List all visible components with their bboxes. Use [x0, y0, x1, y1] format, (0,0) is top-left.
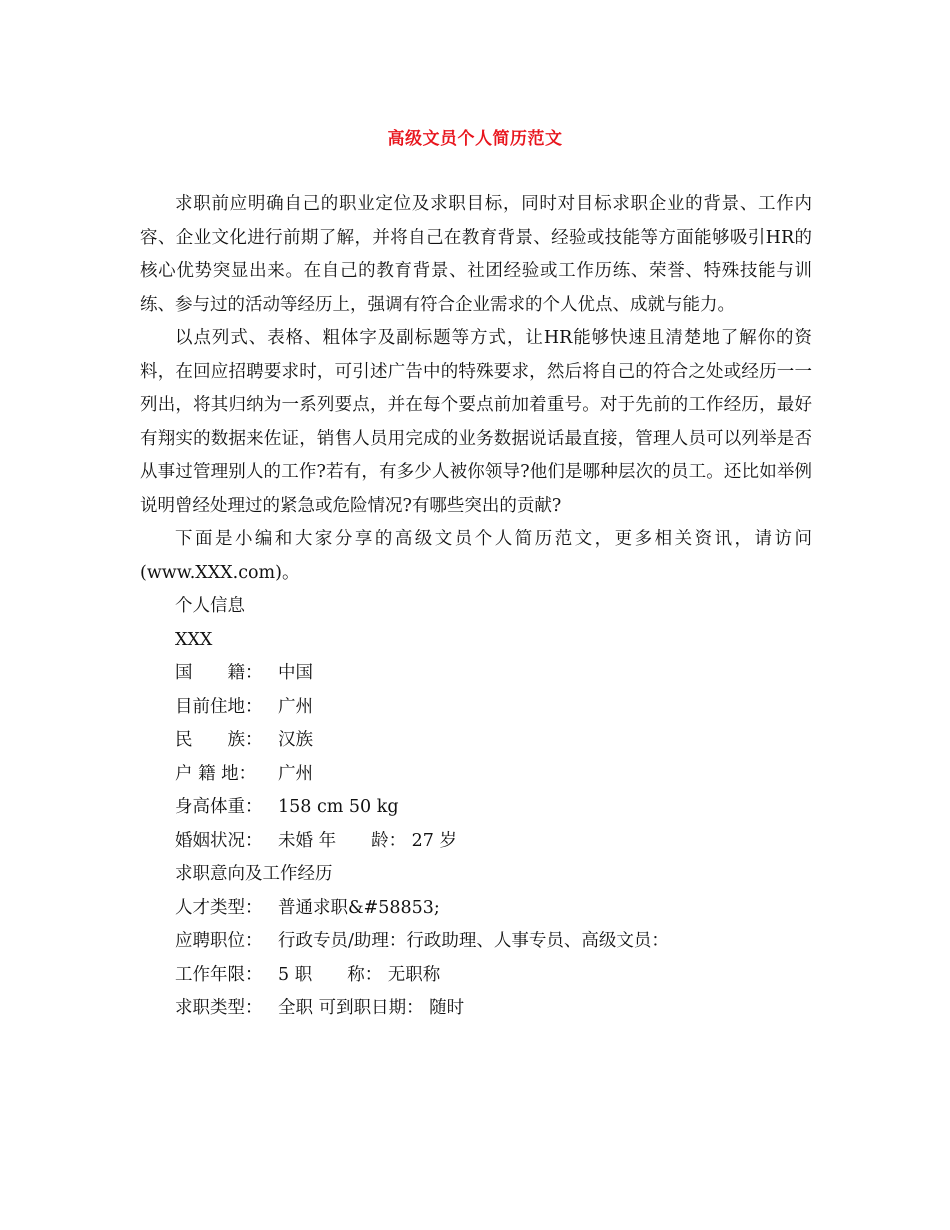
field-label: 民 族：: [175, 730, 263, 750]
intro-paragraph-1: 求职前应明确自己的职业定位及求职目标，同时对目标求职企业的背景、工作内容、企业文化进行前期了解，并将自己在教育背景、经验或技能等方面能够吸引HR的核心优势突显出来。在自己的教育背景、社团经验或工作历练、荣誉、特殊技能与训练、参与过的活动等经历上，强调有符合企业需求的个人优点、成就与能力。: [140, 194, 812, 315]
field-label: 求职类型：: [175, 998, 263, 1018]
field-value: 广州: [278, 763, 313, 784]
field-hukou: [140, 758, 812, 792]
field-value: 27 岁: [411, 830, 457, 851]
field-label: 目前住地：: [175, 696, 263, 717]
field-value: 汉族: [278, 730, 313, 750]
document-body: [140, 188, 812, 1026]
field-label: 工作年限：: [175, 964, 263, 985]
field-value: 全职: [278, 998, 313, 1018]
intro-paragraph-2: 以点列式、表格、粗体字及副标题等方式，让HR能够快速且清楚地了解你的资料，在回应招聘要求时，可引述广告中的特殊要求，然后将自己的符合之处或经历一一列出，将其归纳为一系列要点，并在每个要点前加着重号。对于先前的工作经历，最好有翔实的数据来佐证，销售人员用完成的业务数据说话最直接，管理人员可以列举是否从事过管理别人的工作?若有，有多少人被你领导?他们是哪种层次的员工。还比如举例说明曾经处理过的紧急或危险情况?有哪些突出的贡献?: [140, 328, 812, 516]
field-value: 行政专员/助理：行政助理、人事专员、高级文员：: [278, 931, 669, 951]
intro-paragraph-3: 下面是小编和大家分享的高级文员个人简历范文，更多相关资讯，请访问(www.XXX.com)。: [140, 529, 812, 583]
field-value: 无职称: [387, 964, 441, 985]
field-label: 年 龄：: [318, 830, 407, 851]
field-label: 身高体重：: [175, 797, 263, 817]
field-label: 人才类型：: [175, 897, 263, 918]
field-value: 未婚: [278, 830, 313, 851]
section-heading-job: 求职意向及工作经历: [175, 864, 333, 884]
field-label: 职 称：: [294, 964, 383, 985]
field-value: 中国: [278, 663, 313, 683]
applicant-name: XXX: [175, 629, 213, 650]
field-job-type: [140, 992, 812, 1026]
field-value: 158 cm 50 kg: [278, 797, 399, 817]
field-nationality: [140, 657, 812, 691]
field-talent-type: [140, 892, 812, 926]
field-label: 婚姻状况：: [175, 830, 263, 851]
field-years-title: [140, 959, 812, 993]
field-marital-age: [140, 825, 812, 859]
field-height-weight: [140, 791, 812, 825]
field-label: 户 籍 地：: [175, 763, 257, 784]
field-value: 随时: [429, 998, 465, 1018]
field-residence: [140, 691, 812, 725]
document-title: 高级文员个人简历范文: [387, 129, 563, 149]
field-ethnicity: [140, 724, 812, 758]
field-value: 广州: [278, 696, 313, 717]
field-label: 应聘职位：: [175, 931, 263, 951]
field-position: [140, 925, 812, 959]
field-label: 可到职日期：: [318, 998, 424, 1018]
section-heading-personal: 个人信息: [175, 596, 245, 616]
field-label: 国 籍：: [175, 663, 263, 683]
field-value: 5: [278, 964, 290, 985]
field-value: 普通求职&#58853;: [278, 897, 440, 918]
